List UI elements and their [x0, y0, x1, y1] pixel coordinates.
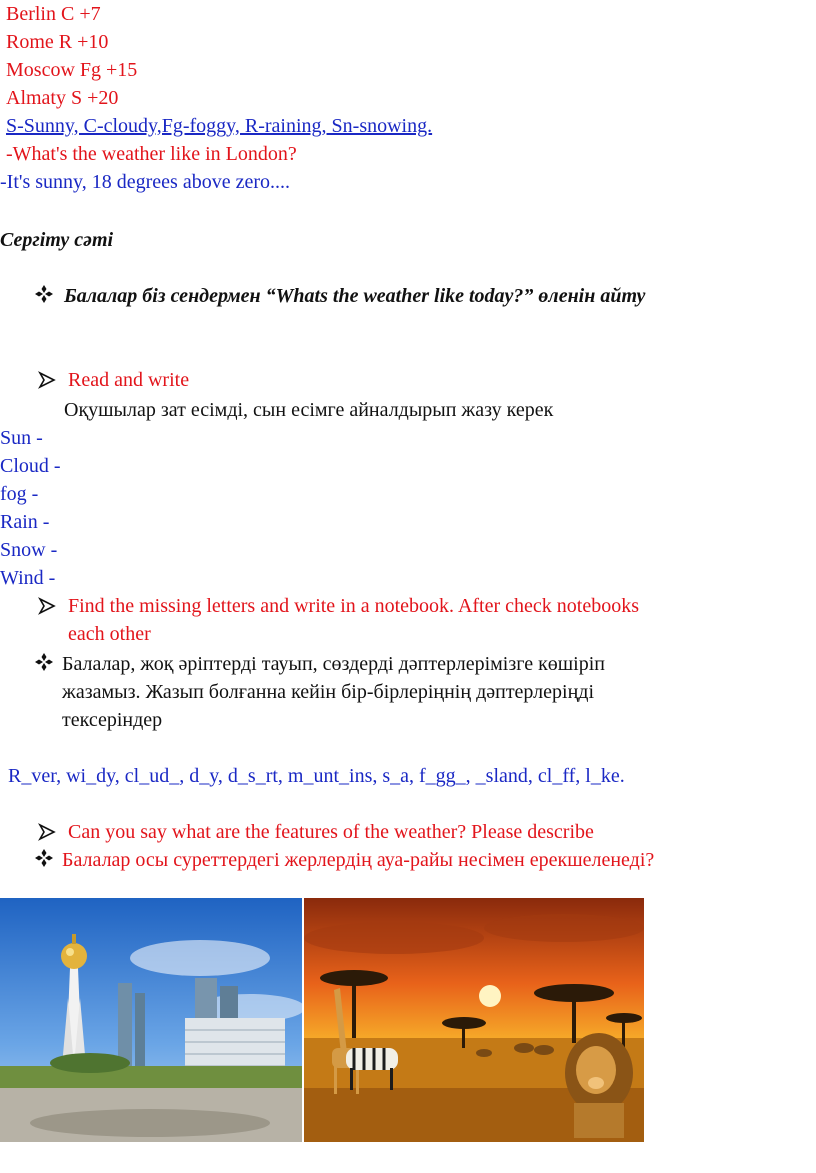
describe-kz: Балалар осы суреттердегі жерлердің ауа-райы несімен ерекшеленеді?	[62, 849, 655, 871]
word-cloud: Cloud -	[0, 455, 61, 477]
word-fog: fog -	[0, 483, 39, 505]
break-title: Сергіту сәті	[0, 229, 114, 251]
arrowhead-bullet-icon	[38, 595, 56, 623]
forecast-moscow: Moscow Fg +15	[6, 59, 138, 81]
read-write-instruction: Оқушылар зат есімді, сын есімге айналдырып жазу керек	[64, 399, 554, 421]
forecast-berlin: Berlin C +7	[6, 3, 101, 25]
astana-city-photo	[0, 898, 302, 1142]
forecast-rome: Rome R +10	[6, 31, 109, 53]
word-wind: Wind -	[0, 567, 56, 589]
arrowhead-bullet-icon	[38, 821, 56, 849]
four-diamond-bullet-icon	[34, 848, 54, 876]
missing-letters-heading: Find the missing letters and write in a notebook. After check notebooks	[68, 595, 639, 617]
four-diamond-bullet-icon	[34, 652, 54, 680]
weather-legend-link[interactable]: S-Sunny, C-cloudy,Fg-foggy, R-raining, Sn-snowing.	[6, 115, 433, 137]
missing-letters-heading-cont: each other	[68, 623, 151, 645]
savanna-sunset-photo	[304, 898, 644, 1142]
word-rain: Rain -	[0, 511, 50, 533]
missing-letters-kz-3: тексеріндер	[62, 709, 163, 731]
song-task: Балалар біз сендермен “Whats the weather like today?” өленін айту	[64, 285, 646, 307]
word-sun: Sun -	[0, 427, 43, 449]
describe-en: Can you say what are the features of the weather? Please describe	[68, 821, 594, 843]
missing-letters-words: R_ver, wi_dy, cl_ud_, d_y, d_s_rt, m_unt_ins, s_a, f_gg_, _sland, cl_ff, l_ke.	[8, 765, 625, 787]
london-answer: -It's sunny, 18 degrees above zero....	[0, 171, 290, 193]
four-diamond-bullet-icon	[34, 284, 54, 312]
arrowhead-bullet-icon	[38, 369, 56, 397]
forecast-almaty: Almaty S +20	[6, 87, 119, 109]
word-snow: Snow -	[0, 539, 58, 561]
london-question: -What's the weather like in London?	[6, 143, 297, 165]
missing-letters-kz-1: Балалар, жоқ әріптерді тауып, сөздерді дәптерлерімізге көшіріп	[62, 653, 605, 675]
missing-letters-kz-2: жазамыз. Жазып болғанна кейін бір-бірлеріңнің дәптерлеріңді	[62, 681, 595, 703]
read-write-heading: Read and write	[68, 369, 190, 391]
